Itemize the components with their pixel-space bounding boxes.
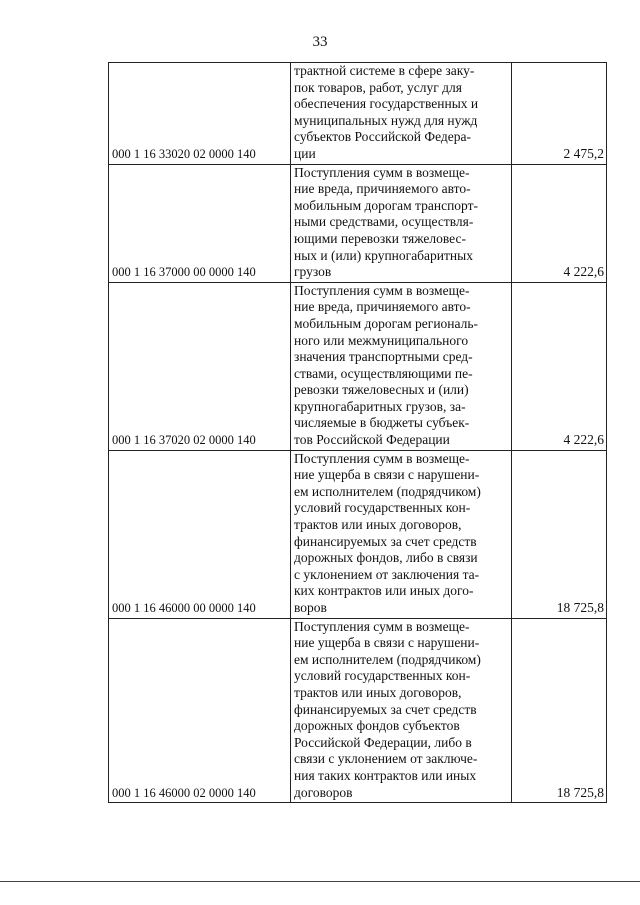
bottom-rule bbox=[0, 881, 640, 882]
revenue-name-line: договоров bbox=[294, 784, 353, 800]
revenue-name-line: трактов или иных договоров, bbox=[294, 517, 462, 533]
amount-cell: 4 222,6 bbox=[512, 164, 607, 282]
table-row bbox=[109, 450, 607, 618]
revenue-name-line: условий государственных кон- bbox=[294, 668, 471, 684]
revenue-name-line: ствами, осуществляющими пе- bbox=[294, 365, 473, 381]
revenue-name-line: трактной системе в сфере заку- bbox=[294, 63, 475, 78]
revenue-name-cell bbox=[291, 450, 512, 618]
revenue-name-line: ными средствами, осуществля- bbox=[294, 214, 474, 230]
budget-code-cell: 000 1 16 46000 00 0000 140 bbox=[109, 450, 291, 618]
revenue-name-line: ние ущерба в связи с нарушени- bbox=[294, 635, 480, 651]
revenue-name-line: обеспечения государственных и bbox=[294, 96, 479, 112]
budget-code-cell: 000 1 16 37000 00 0000 140 bbox=[109, 164, 291, 282]
revenue-name-line: дорожных фондов, либо в связи bbox=[294, 550, 478, 566]
revenue-name-line: ревозки тяжеловесных и (или) bbox=[294, 382, 469, 398]
revenue-name-line: ние вреда, причиняемого авто- bbox=[294, 299, 471, 315]
revenue-name-line: мобильным дорогам региональ- bbox=[294, 315, 479, 331]
revenue-name-line: Российской Федерации, либо в bbox=[294, 734, 472, 750]
revenue-name-line: крупногабаритных грузов, за- bbox=[294, 398, 466, 414]
revenue-name-line: муниципальных нужд для нужд bbox=[294, 112, 478, 128]
table-row bbox=[109, 618, 607, 803]
revenue-name-line: ние ущерба в связи с нарушени- bbox=[294, 467, 480, 483]
revenue-name-cell bbox=[291, 63, 512, 165]
page-number: 33 bbox=[312, 34, 328, 50]
revenue-name-line: с уклонением от заключения та- bbox=[294, 566, 480, 582]
revenue-name-line: связи с уклонением от заключе- bbox=[294, 751, 478, 767]
revenue-name-line: трактов или иных договоров, bbox=[294, 684, 462, 700]
revenue-name-line: ких контрактов или иных дого- bbox=[294, 583, 474, 599]
revenue-name-line: мобильным дорогам транспорт- bbox=[294, 197, 479, 213]
revenue-name-cell bbox=[291, 282, 512, 450]
revenue-name-line: финансируемых за счет средств bbox=[294, 533, 477, 549]
revenue-name-line: субъектов Российской Федера- bbox=[294, 129, 471, 145]
revenue-name-line: ем исполнителем (подрядчиком) bbox=[294, 483, 481, 499]
amount-cell: 18 725,8 bbox=[512, 618, 607, 803]
revenue-table bbox=[108, 62, 607, 803]
revenue-name-line: условий государственных кон- bbox=[294, 500, 471, 516]
revenue-name-line: ние вреда, причиняемого авто- bbox=[294, 181, 471, 197]
revenue-name-line: ного или межмуниципального bbox=[294, 332, 469, 348]
amount-cell: 2 475,2 bbox=[512, 63, 607, 165]
revenue-name-line: дорожных фондов субъектов bbox=[294, 718, 460, 734]
budget-code-cell: 000 1 16 37020 02 0000 140 bbox=[109, 282, 291, 450]
amount-cell: 18 725,8 bbox=[512, 450, 607, 618]
revenue-name-line: Поступления сумм в возмеще- bbox=[294, 164, 470, 180]
revenue-name-line: Поступления сумм в возмеще- bbox=[294, 282, 470, 298]
revenue-name-line: значения транспортными сред- bbox=[294, 349, 473, 365]
revenue-name-line: тов Российской Федерации bbox=[294, 432, 450, 448]
revenue-name-line: Поступления сумм в возмеще- bbox=[294, 618, 470, 634]
revenue-name-line: ния таких контрактов или иных bbox=[294, 767, 477, 783]
amount-cell: 4 222,6 bbox=[512, 282, 607, 450]
revenue-name-line: грузов bbox=[294, 264, 332, 280]
revenue-name-line: ции bbox=[294, 145, 316, 161]
revenue-table-body bbox=[109, 63, 607, 803]
revenue-name-line: ющими перевозки тяжеловес- bbox=[294, 230, 466, 246]
revenue-name-line: Поступления сумм в возмеще- bbox=[294, 450, 470, 466]
revenue-name-cell bbox=[291, 164, 512, 282]
revenue-name-line: ных и (или) крупногабаритных bbox=[294, 247, 473, 263]
revenue-name-line: ем исполнителем (подрядчиком) bbox=[294, 651, 481, 667]
revenue-name-cell bbox=[291, 618, 512, 803]
table-row bbox=[109, 282, 607, 450]
revenue-name-line: финансируемых за счет средств bbox=[294, 701, 477, 717]
revenue-name-line: числяемые в бюджеты субъек- bbox=[294, 415, 470, 431]
revenue-name-line: воров bbox=[294, 600, 327, 615]
table-row bbox=[109, 63, 607, 165]
revenue-name-line: пок товаров, работ, услуг для bbox=[294, 79, 462, 95]
budget-code-cell: 000 1 16 46000 02 0000 140 bbox=[109, 618, 291, 803]
table-row bbox=[109, 164, 607, 282]
budget-code-cell: 000 1 16 33020 02 0000 140 bbox=[109, 63, 291, 165]
